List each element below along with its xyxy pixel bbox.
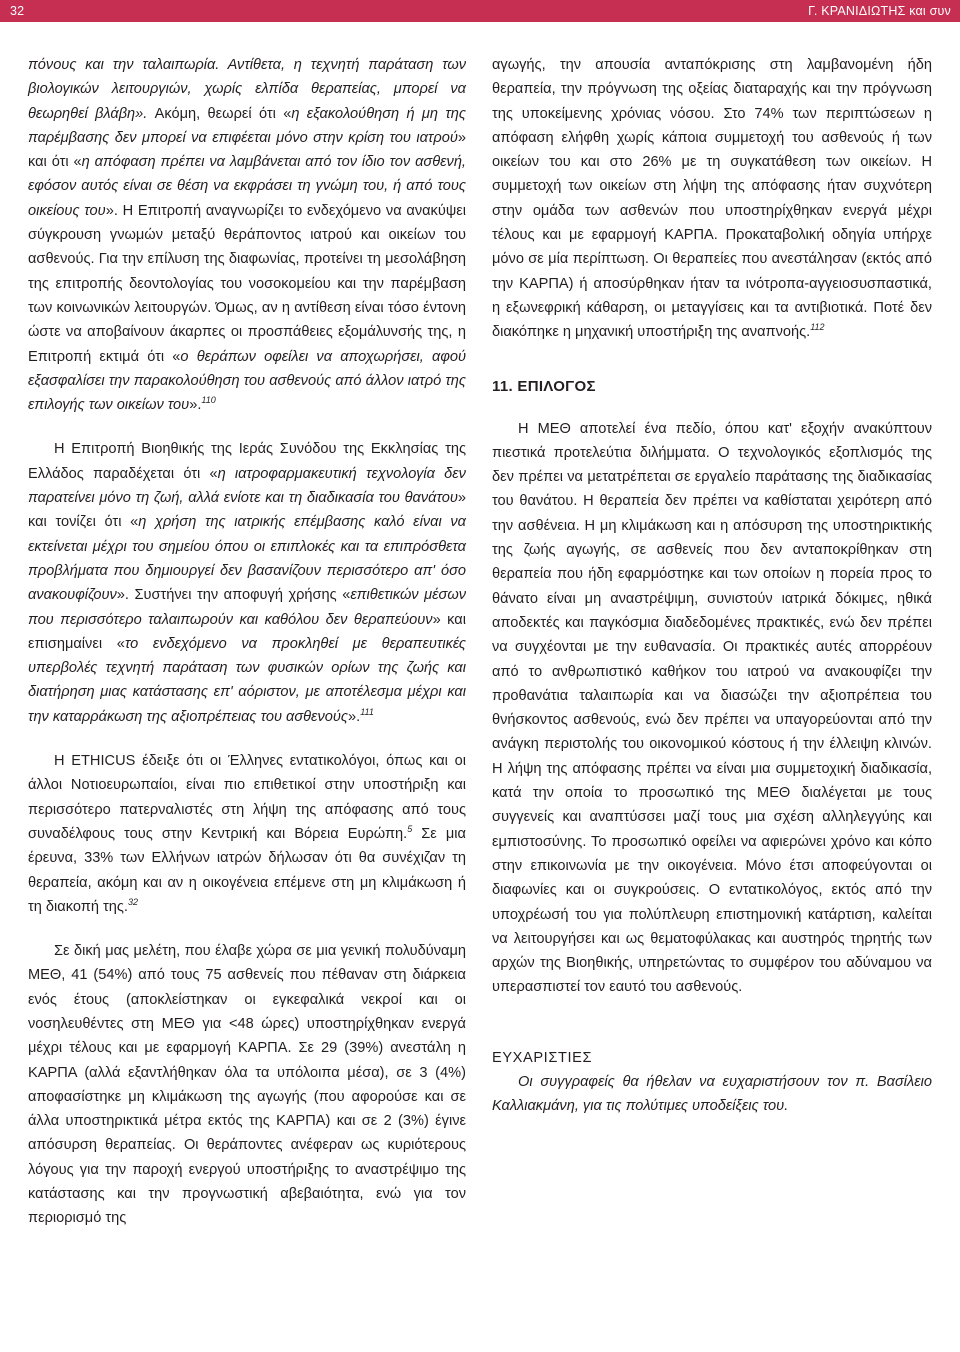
section-heading-epilogue: 11. ΕΠΙΛΟΓΟΣ xyxy=(492,377,596,395)
paragraph-own-study xyxy=(28,939,466,1231)
text-run: ». xyxy=(189,397,202,414)
paragraph-continuation xyxy=(28,53,466,417)
text-run: Η Επιτροπή Βιοηθικής της Ιεράς Συνόδου της Εκκλησίας της Ελλάδος παραδέχεται ότι « xyxy=(28,441,466,482)
footnote-reference: 112 xyxy=(810,322,825,333)
text-run: » και τονίζει ότι « xyxy=(28,490,466,531)
italic-quote: το ενδεχόμενο να προκληθεί με θεραπευτικές υπερβολές τεχνητή παράταση των φυσικών ορίων της ζωής και διατήρηση μιας κατάστασης επ' αόριστον, με αποτέλεσμα μέχρι και την καταρράκωση της αξιοπρέπειας του ασθενούς xyxy=(28,635,466,725)
italic-quote: η εξακολούθηση ή μη της παρέμβασης δεν μπορεί να επιφέεται μόνο στην κρίση του ιατρού xyxy=(28,105,466,146)
text-run: ». Η Επιτροπή αναγνωρίζει το ενδεχόμενο να ανακύψει σύγκρουση γνωμών μεταξύ θεράποντος ιατρού και οικείων του ασθενούς. Για την επίλυση της διαφωνίας, προτείνει τη μεσολάβηση της επιτροπής δεοντολογίας του νοσοκομείου και την παρέμβαση των κοινωνικών λειτουργών. Όμως, αν η αντίθεση είναι τόσο έντονη ώστε να αποβαίνουν άκαρπες οι προσπάθειες εξομάλυνσής της, η Επιτροπή εκτιμά ότι « xyxy=(28,202,466,365)
paragraph-epilogue xyxy=(492,417,932,1000)
paragraph-study-continuation xyxy=(492,53,932,345)
running-head-authors: Γ. ΚΡΑΝΙΔΙΩΤΗΣ και συν xyxy=(808,4,951,18)
text-run: » και επισημαίνει « xyxy=(28,611,466,652)
text-run: Σε μια έρευνα, 33% των Ελλήνων ιατρών δήλωσαν ότι θα συνέχιζαν τη θεραπεία, ακόμη και αν η οικογένεια επέμενε στη μη κλιμάκωση ή τη διακοπή της. xyxy=(28,825,466,915)
text-run: Η ETHICUS έδειξε ότι οι Έλληνες εντατικολόγοι, όπως και οι άλλοι Νοτιοευρωπαίοι, είναι πιο επιθετικοί στην υποστήριξη και περισσότερο πατερναλιστές στη λήψη της απόφασης από τους συναδέλφους τους στην Κεντρική και Βόρεια Ευρώπη. xyxy=(28,753,466,842)
right-column xyxy=(492,53,932,1118)
footnote-reference: 32 xyxy=(127,896,138,907)
italic-quote: η απόφαση πρέπει να λαμβάνεται από τον ίδιο τον ασθενή, εφόσον αυτός είναι σε θέση να εκφράσει τη γνώμη του, ή από τους οικείους του xyxy=(28,154,466,219)
text-run: Σε δική μας μελέτη, που έλαβε χώρα σε μια γενική πολυδύναμη ΜΕΘ, 41 (54%) από τους 75 ασθενείς που πέθαναν στη διάρκεια ενός έτους (αποκλείστηκαν οι εγκεφαλικά νεκροί και οι νοσηλευθέντες στη ΜΕΘ για <48 ώρες) υποστηρίχθηκαν ενεργά μέχρι τέλους και με εφαρμογή ΚΑΡΠΑ. Σε 29 (39%) ανεστάλη η ΚΑΡΠΑ (αλλά εξαντλήθηκαν όλα τα υπόλοιπα μέσα), σε 3 (4%) αποφασίστηκε μη κλιμάκωση της αγωγής (που αφορούσε και σε άλλα υποστηρικτικά μέτρα εκτός της ΚΑΡΠΑ) και σε 2 (3%) έγινε απόσυρση θεραπείας. Οι θεράποντες ανέφεραν ως κυριότερους λόγους για την παροχή ενεργού υποστήριξης το αναστρέψιμο της κατάστασης και την προγνωστική αβεβαιότητα, ενώ για τον περιορισμό της xyxy=(28,943,466,1227)
paragraph-ethicus xyxy=(28,749,466,919)
footnote-reference: 110 xyxy=(201,395,216,406)
text-run: αγωγής, την απουσία ανταπόκρισης στη λαμβανομένη ήδη θεραπεία, την πρόγνωση της οξείας διαταραχής και την πρόγνωση της υποκείμενης χρόνιας νόσου. Στο 74% των περιπτώσεων η απόφαση ελήφθη χωρίς κάποια συμμετοχή του ασθενούς ή των οικείων του και στο 26% με τη συγκατάθεση των οικείων. Η συμμετοχή των οικείων στη λήψη της απόφασης ήταν συχνότερη στην ομάδα των ασθενών που υποστηρίχθηκαν ενεργά μέχρι τέλους και με εφαρμογή ΚΑΡΠΑ. Προκαταβολική οδηγία υπήρχε μόνο σε μία περίπτωση. Οι θεραπείες που ανεστάλησαν (εκτός από την ΚΑΡΠΑ) ή αποσύρθηκαν ήταν τα ινότροπα-αγγειοσυσπαστικά, η εξωνεφρική κάθαρση, οι μεταγγίσεις και τα αντιβιοτικά. Ποτέ δεν διακόπηκε η μηχανική υποστήριξη της αναπνοής. xyxy=(492,57,932,341)
running-header-bar xyxy=(0,0,960,22)
italic-quote: επιθετικών μέσων που περισσότερο ταλαιπωρούν και καθόλου δεν θεραπεύουν xyxy=(28,587,467,628)
footnote-reference: 111 xyxy=(360,706,374,717)
text-run: Η ΜΕΘ αποτελεί ένα πεδίο, όπου κατ' εξοχήν ανακύπτουν πιεστικά προτελεύτια διλήμματα. Ο τεχνολογικός εξοπλισμός της δεν πρέπει να μετατρέπεται σε εργαλείο παράτασης της διαδικασίας του θανάτου. Η θεραπεία δεν πρέπει να καθίσταται χειρότερη από την ασθένεια. Η μη κλιμάκωση και η απόσυρση της υποστηρικτικής της ζωής αγωγής, σε ασθενείς που δεν ανταποκρίθηκαν στη θεραπεία που ήδη εφαρμόστηκε και των οποίων η πορεία προς το θάνατο είναι μη αναστρέψιμη, συνιστούν ιατρικά δόκιμες, ηθικά αποδεκτές και παγκόσμια διαδεδομένες πρακτικές, ενώ δεν πρέπει να συγχέονται με την ευθανασία. Οι πρακτικές αυτές απορρέουν από το ανθρωπιστικό καθήκον του ιατρού να ανακουφίζει την προθανάτια ταλαιπωρία και να διασώζει την αξιοπρέπεια του θνήσκοντος ασθενούς, ενώ δεν πρέπει να υπαγορεύονται από την ανάγκη περιστολής του οικονομικού κόστους ή την έλλειψη κλινών. Η λήψη της απόφασης πρέπει να είναι μια συμμετοχική διαδικασία, κατά την οποία το προσωπικό της ΜΕΘ διαλέγεται με τους συγγενείς και αναπτύσσει μαζί τους μια σχέση αλληλεγγύης και εμπιστοσύνης. Το προσωπικό οφείλει να αφιερώνει χρόνο και κόπο στην επικοινωνία με την οικογένεια. Μόνο έτσι αποφεύγονται οι διαφωνίες και οι συγκρούσεις. Ο εντατικολόγος, εκτός από την υποχρέωσή του για πολύπλευρη επιστημονική κατάρτιση, καλείται να λειτουργήσει και ως θεματοφύλακας και αυστηρός τηρητής των αρχών της Βιοηθικής, υπηρετώντας το συμφέρον του αδύναμου να υπερασπιστεί τον εαυτό του ασθενούς. xyxy=(492,420,932,996)
paragraph-holy-synod-committee xyxy=(28,437,466,729)
italic-quote: ο θεράπων οφείλει να αποχωρήσει, αφού εξασφαλίσει την παρακολούθηση του ασθενούς από άλλον ιατρό της επιλογής των οικείων του xyxy=(28,348,466,414)
text-run: ». xyxy=(348,708,361,725)
acknowledgements-heading: ΕΥΧΑΡΙΣΤΙΕΣ xyxy=(492,1049,593,1066)
left-column xyxy=(28,53,466,1231)
italic-quote: η χρήση της ιατρικής επέμβασης καλό είναι να εκτείνεται μέχρι του σημείου όπου οι επιπλοκές και τα επιπρόσθετα προβλήματα που δημιουργεί δεν βασανίζουν περισσότερο απ' όσο ανακουφίζουν xyxy=(28,514,466,604)
acknowledgements-text: Οι συγγραφείς θα ήθελαν να ευχαριστήσουν τον π. Βασίλειο Καλλιακμάνη, για τις πολύτιμες υποδείξεις του. xyxy=(492,1073,932,1114)
italic-quote: πόνους και την ταλαιπωρία. Αντίθετα, η τεχνητή παράταση των βιολογικών λειτουργιών, χωρίς ελπίδα θεραπείας, μπορεί να θεωρηθεί βλάβη». xyxy=(28,57,466,122)
italic-quote: η ιατροφαρμακευτική τεχνολογία δεν παρατείνει μόνο τη ζωή, αλλά ενίοτε και τη διαδικασία του θανάτου xyxy=(28,465,466,507)
page-number: 32 xyxy=(10,4,25,18)
footnote-reference: 5 xyxy=(407,823,413,834)
text-run: Ακόμη, θεωρεί ότι « xyxy=(154,105,292,122)
text-run: » και ότι « xyxy=(28,129,466,171)
text-run: ». Συστήνει την αποφυγή χρήσης « xyxy=(116,587,351,604)
